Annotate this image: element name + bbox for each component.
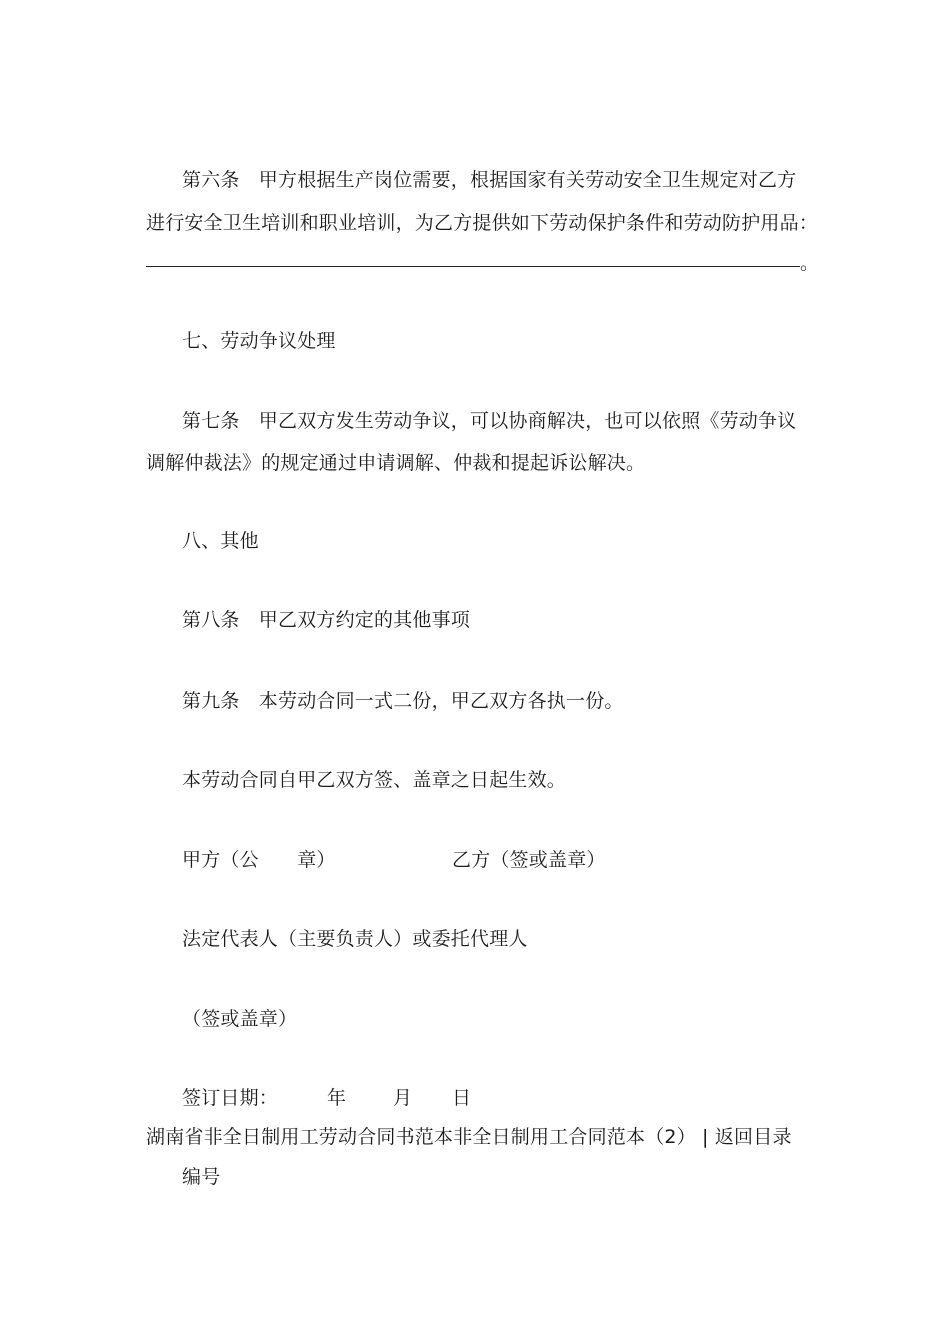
effective-clause: 本劳动合同自甲乙双方签、盖章之日起生效。 xyxy=(182,769,567,791)
return-to-contents-link[interactable]: | 返回目录 xyxy=(702,1126,792,1148)
footer-document-title: 湖南省非全日制用工劳动合同书范本非全日制用工合同范本（2） xyxy=(146,1126,696,1148)
section-8-heading: 八、其他 xyxy=(182,530,259,552)
signing-date-label: 签订日期： xyxy=(182,1087,279,1109)
party-b-sign-label: 乙方（签或盖章） xyxy=(452,849,606,871)
sign-or-seal-label: （签或盖章） xyxy=(182,1008,298,1030)
article-6-line-1: 第六条 甲方根据生产岗位需要，根据国家有关劳动安全卫生规定对乙方 xyxy=(182,169,797,191)
blank-line-period: 。 xyxy=(800,252,820,274)
date-year-label: 年 xyxy=(327,1087,347,1109)
article-7-line-2: 调解仲裁法》的规定通过申请调解、仲裁和提起诉讼解决。 xyxy=(146,452,646,474)
article-6-line-2: 进行安全卫生培训和职业培训，为乙方提供如下劳动保护条件和劳动防护用品： xyxy=(146,212,819,234)
party-a-seal-label: 甲方（公 章） xyxy=(182,849,336,871)
article-9-text: 第九条 本劳动合同一式二份，甲乙双方各执一份。 xyxy=(182,690,624,712)
date-day-label: 日 xyxy=(452,1087,472,1109)
section-7-heading: 七、劳动争议处理 xyxy=(182,330,336,352)
number-label: 编号 xyxy=(182,1166,221,1188)
fill-in-blank-line xyxy=(146,252,800,267)
representative-label: 法定代表人（主要负责人）或委托代理人 xyxy=(182,928,528,950)
date-month-label: 月 xyxy=(393,1087,413,1109)
article-8-text: 第八条 甲乙双方约定的其他事项 xyxy=(182,609,471,631)
article-7-line-1: 第七条 甲乙双方发生劳动争议，可以协商解决，也可以依照《劳动争议 xyxy=(182,410,797,432)
